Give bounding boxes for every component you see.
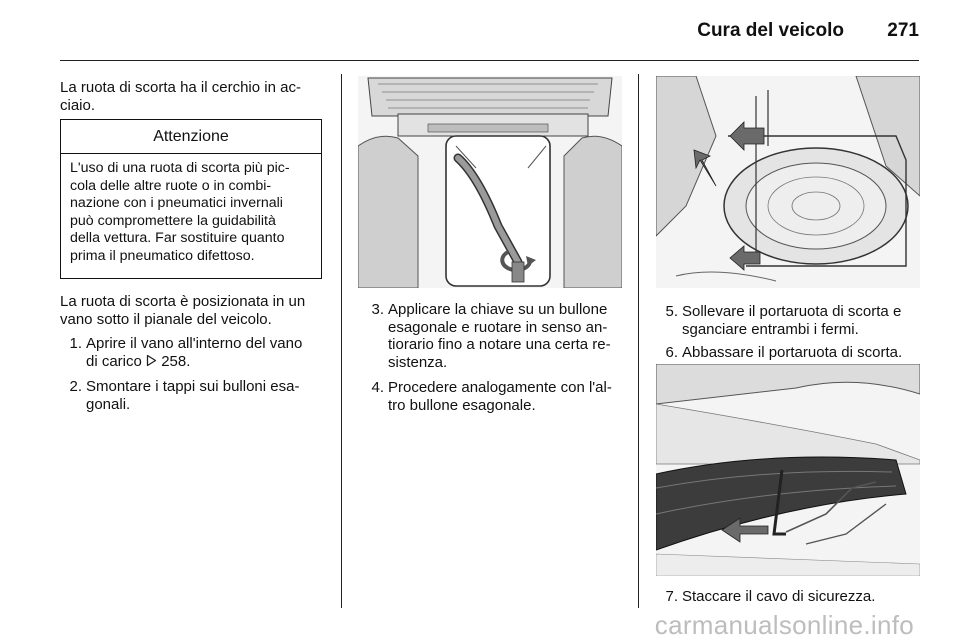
step-line: Sollevare il portaruota di scorta e xyxy=(682,303,902,320)
paragraph-line: vano sotto il pianale del veicolo. xyxy=(60,310,272,328)
step-line: gonali. xyxy=(86,395,131,413)
warning-line: della vettura. Far sostituire quanto xyxy=(70,230,285,246)
warning-line: prima il pneumatico difettoso. xyxy=(70,247,255,264)
column-divider-1 xyxy=(341,74,342,608)
step-number: 5. xyxy=(665,303,678,320)
step-5 xyxy=(656,303,936,339)
step-2 xyxy=(60,378,330,414)
warning-line: può compromettere la guidabilità xyxy=(70,212,276,229)
step-number: 4. xyxy=(371,379,384,396)
step-line: Staccare il cavo di sicurezza. xyxy=(682,588,876,605)
step-line: esagonale e ruotare in senso an- xyxy=(388,318,608,336)
step-text xyxy=(86,335,302,371)
step-line: Procedere analogamente con l'al- xyxy=(388,379,612,396)
step-text xyxy=(388,301,611,371)
page-number: 271 xyxy=(887,20,919,41)
step-line: di carico xyxy=(86,352,142,370)
page-reference[interactable]: 258. xyxy=(161,352,191,370)
step-line: Applicare la chiave su un bullone xyxy=(388,301,608,318)
step-line: sistenza. xyxy=(388,353,448,371)
figure-safety-cable-illustration xyxy=(656,364,920,576)
page-reference-arrow-icon[interactable] xyxy=(146,354,157,372)
page-header xyxy=(0,0,960,60)
step-number: 1. xyxy=(69,335,82,352)
step-text xyxy=(388,379,612,414)
warning-heading: Attenzione xyxy=(61,120,321,154)
step-text xyxy=(682,588,875,606)
warning-box xyxy=(60,119,322,279)
section-title: Cura del veicolo xyxy=(697,20,844,41)
figure-safety-cable xyxy=(656,364,920,576)
intro-text xyxy=(60,79,301,114)
step-number: 6. xyxy=(665,344,678,361)
step-line: tiorario fino a notare una certa re- xyxy=(388,336,611,353)
intro-line: La ruota di scorta ha il cerchio in ac- xyxy=(60,79,301,96)
header-rule xyxy=(60,60,919,61)
step-3 xyxy=(362,301,632,373)
step-number: 2. xyxy=(69,378,82,395)
step-1 xyxy=(60,335,330,371)
step-text xyxy=(682,344,902,362)
figure-spare-wheel-carrier xyxy=(656,76,920,288)
step-text xyxy=(682,303,901,338)
location-paragraph xyxy=(60,293,305,328)
step-line: Aprire il vano all'interno del vano xyxy=(86,335,303,352)
watermark: carmanualsonline.info xyxy=(654,610,914,640)
paragraph-line: La ruota di scorta è posizionata in un xyxy=(60,293,306,310)
step-line: sganciare entrambi i fermi. xyxy=(682,320,859,338)
figure-wrench-on-bolt-illustration xyxy=(358,76,622,288)
figure-spare-wheel-carrier-illustration xyxy=(656,76,920,288)
intro-line: ciaio. xyxy=(60,96,96,114)
step-7 xyxy=(656,588,936,606)
step-number: 7. xyxy=(665,588,678,605)
step-line: Smontare i tappi sui bulloni esa- xyxy=(86,378,300,395)
warning-text xyxy=(61,154,321,265)
warning-line: L'uso di una ruota di scorta più pic- xyxy=(70,160,290,176)
warning-line: nazione con i pneumatici invernali xyxy=(70,195,283,211)
step-4 xyxy=(362,379,632,415)
step-6 xyxy=(656,344,936,362)
step-number: 3. xyxy=(371,301,384,318)
figure-wrench-on-bolt xyxy=(358,76,622,288)
step-line: Abbassare il portaruota di scorta. xyxy=(682,344,903,361)
step-line: tro bullone esagonale. xyxy=(388,396,536,414)
step-text xyxy=(86,378,299,413)
column-divider-2 xyxy=(638,74,639,608)
warning-line: cola delle altre ruote o in combi- xyxy=(70,177,272,194)
